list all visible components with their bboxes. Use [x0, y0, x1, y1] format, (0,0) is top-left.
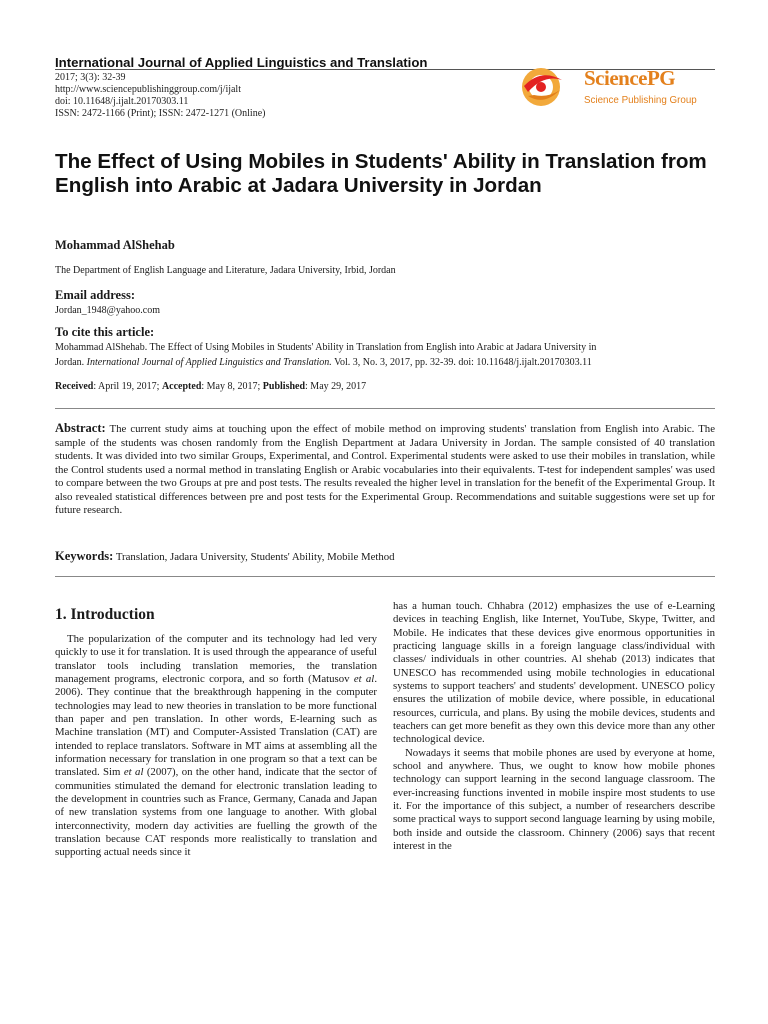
accepted-label: Accepted — [161, 381, 202, 392]
citation-text: Jordan. — [55, 357, 87, 368]
author-name: Mohammad AlShehab — [55, 238, 175, 252]
intro-text-italic: et al — [123, 766, 144, 779]
received-date: : April 19, 2017; — [93, 381, 162, 392]
abstract — [55, 422, 715, 518]
logo-subtitle: Science Publishing Group — [584, 95, 697, 106]
intro-paragraph — [55, 633, 377, 860]
keywords — [55, 549, 395, 564]
citation-line-1: Mohammad AlShehab. The Effect of Using Mobiles in Students' Ability in Translation from English into Arabic at Jadara University in — [55, 342, 597, 353]
paper-title: The Effect of Using Mobiles in Students' Ability in Translation from English into Arabic at Jadara University in Jordan — [55, 150, 707, 197]
intro-text: (2007), on the other hand, indicate that the sector of communities stimulated the demand for electronic translation leading to the development in countries such as France, Germany, Canada and Japan of new translation systems from one language to another. With global interconnectivity, modern day activities are fuelling the growth of the translation because CAT responds more realistically to translation and supporting actual needs since it — [55, 766, 377, 859]
keywords-label: Keywords: — [55, 549, 114, 563]
article-dates — [55, 381, 366, 392]
published-date: : May 29, 2017 — [305, 381, 367, 392]
journal-issn: ISSN: 2472-1166 (Print); ISSN: 2472-1271 (Online) — [55, 108, 266, 119]
intro-text: . 2006). They continue that the breakthrough happening in the computer technologies may lead to new theories in translation to be more functional than paper and pen translation. In other words, E-learning such as Machine translation (MT) and Computer-Assisted Translation (CAT) are intended to replace translators. Software in MT aims at assembling all the information necessary for translation in one program so that a text can be translated. Sim — [55, 672, 378, 779]
journal-doi: doi: 10.11648/j.ijalt.20170303.11 — [55, 96, 189, 107]
published-label: Published — [262, 381, 306, 392]
introduction-heading: 1. Introduction — [55, 606, 155, 623]
intro-text-italic: et al — [353, 672, 375, 685]
intro-text: The popularization of the computer and its technology had led very quickly to use it for translation. It is used through the appearance of useful translator tools including translation memories, the translation management programs, electronic corpora, and so forth (Matusov — [55, 633, 377, 685]
citation-line-2 — [55, 357, 592, 368]
right-column — [393, 600, 715, 853]
sciencepg-logo — [514, 62, 724, 112]
sciencepg-logo-icon — [514, 62, 574, 112]
intro-paragraph: Nowadays it seems that mobile phones are used by everyone at home, school and anywhere. Thus, we ought to know how mobile phones technology can support learning in the second language classroom. The ever-increasing functions invented in mobile inspire most students to use it. For the importance of this subject, a number of researchers describe some practical ways to support second language learning by using mobile, both inside and outside the classroom. Chinnery (2006) says that recent interest in the — [393, 746, 715, 852]
citation-journal: International Journal of Applied Linguistics and Translation. — [86, 357, 332, 368]
accepted-date: : May 8, 2017; — [201, 381, 263, 392]
section-divider — [55, 408, 715, 409]
issue-info: 2017; 3(3): 32-39 — [55, 72, 126, 83]
received-label: Received — [55, 381, 94, 392]
email-label: Email address: — [55, 288, 135, 302]
journal-title: International Journal of Applied Linguistics and Translation — [55, 55, 428, 70]
author-email[interactable]: Jordan_1948@yahoo.com — [55, 305, 161, 316]
keywords-text: Translation, Jadara University, Students' Ability, Mobile Method — [113, 551, 395, 563]
left-column — [55, 633, 377, 860]
abstract-label: Abstract: — [55, 421, 106, 435]
abstract-text: The current study aims at touching upon the effect of mobile method on improving students' translation from English into Arabic. The sample of the students was chosen randomly from the English Department at Jadara University in Jordan. The sample consisted of 40 translation students. It was divided into two similar Groups, Experimental, and Control. Experimental students were asked to use their mobiles in translation, while the Control students used a normal method in translating English or Arabic vocabularies into their equivalents. T-test for independent samples' was used to compare between the two Groups at pre and post tests. The results revealed the higher level in translation for the benefit of the Experimental Group. It also revealed statistical differences between pre and post tests for the Experimental Group. Recommendations and suitable suggestions were set up for future research. — [55, 423, 716, 516]
journal-url[interactable]: http://www.sciencepublishinggroup.com/j/ijalt — [55, 84, 241, 95]
cite-label: To cite this article: — [55, 325, 155, 339]
logo-name: SciencePG — [584, 66, 676, 90]
citation-details: Vol. 3, No. 3, 2017, pp. 32-39. doi: 10.11648/j.ijalt.20170303.11 — [331, 357, 592, 368]
section-divider — [55, 576, 715, 577]
author-affiliation: The Department of English Language and Literature, Jadara University, Irbid, Jordan — [55, 265, 396, 276]
intro-paragraph: has a human touch. Chhabra (2012) emphasizes the use of e-Learning devices in teaching English, like Internet, YouTube, Skype, Twitter, and Mobile. He indicates that these devices give enormous opportunities in practicing language skills in a foreign language class/individual with classes/ individuals in other countries. Al shehab (2013) indicates that UNESCO has recommended using mobile technologies in educational systems to support teachers' and students' development. UNESCO policy ensures the utilization of mobile device, where possible, in educational resources, curricula, and plans. By using the mobile devices, students and teachers can get more benefit as they own this device more than any other technological device. — [393, 600, 715, 746]
